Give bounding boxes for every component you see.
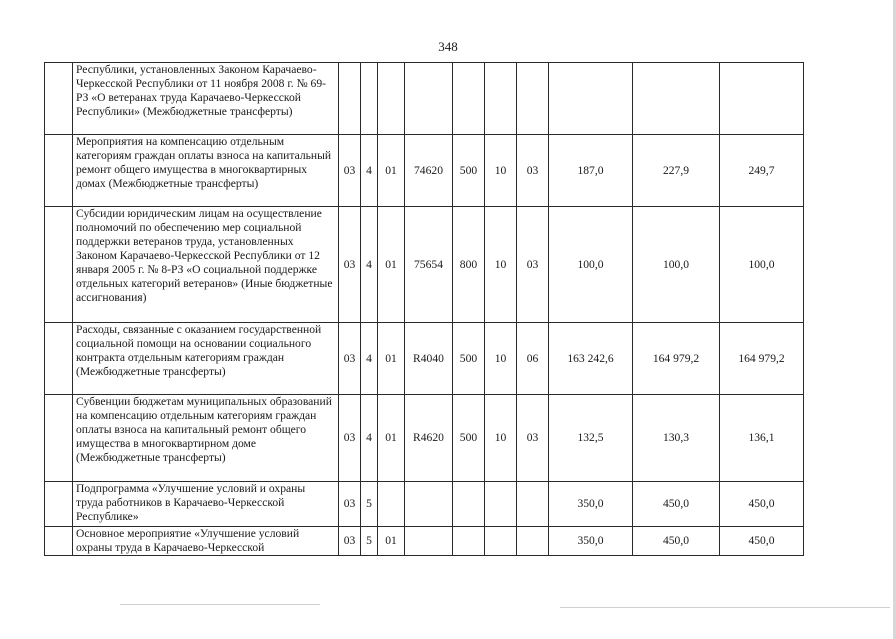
amount-cell: 450,0	[633, 482, 720, 527]
scan-artifact-line	[120, 604, 320, 605]
amount-cell: 350,0	[549, 482, 633, 527]
amount-cell: 100,0	[549, 207, 633, 323]
row-number-cell	[45, 323, 73, 395]
code-cell	[361, 63, 378, 135]
code-cell: 03	[517, 135, 549, 207]
row-number-cell	[45, 63, 73, 135]
code-cell	[485, 527, 517, 556]
code-cell: 10	[485, 323, 517, 395]
code-cell: 01	[378, 135, 405, 207]
table-row	[45, 482, 804, 527]
code-cell: 01	[378, 395, 405, 482]
table-row	[45, 135, 804, 207]
description-cell: Субсидии юридическим лицам на осуществление полномочий по обеспечению мер социальной поддержки ветеранов труда, установленных Законом Карачаево-Черкесской Республики от 12 января 2005 г. № 8-РЗ «О социальной поддержке отдельных категорий ветеранов» (Иные бюджетные ассигнования)	[73, 207, 339, 323]
table-row	[45, 395, 804, 482]
table-row	[45, 63, 804, 135]
code-cell: 10	[485, 207, 517, 323]
amount-cell	[633, 63, 720, 135]
code-cell	[339, 63, 361, 135]
code-cell: 800	[453, 207, 485, 323]
code-cell: 74620	[405, 135, 453, 207]
code-cell: 03	[339, 323, 361, 395]
code-cell	[405, 63, 453, 135]
code-cell	[517, 482, 549, 527]
code-cell	[405, 527, 453, 556]
code-cell: 03	[339, 207, 361, 323]
description-cell: Подпрограмма «Улучшение условий и охраны труда работников в Карачаево-Черкесской Республике»	[73, 482, 339, 527]
code-cell: 500	[453, 323, 485, 395]
amount-cell: 249,7	[720, 135, 804, 207]
code-cell: 4	[361, 135, 378, 207]
row-number-cell	[45, 527, 73, 556]
amount-cell: 164 979,2	[633, 323, 720, 395]
row-number-cell	[45, 482, 73, 527]
code-cell: 03	[517, 207, 549, 323]
description-cell: Субвенции бюджетам муниципальных образований на компенсацию отдельным категориям граждан оплаты взноса на капитальный ремонт общего имущества в многоквартирном доме (Межбюджетные трансферты)	[73, 395, 339, 482]
code-cell: 06	[517, 323, 549, 395]
row-number-cell	[45, 207, 73, 323]
code-cell	[453, 63, 485, 135]
amount-cell	[720, 63, 804, 135]
amount-cell: 136,1	[720, 395, 804, 482]
code-cell: 03	[339, 482, 361, 527]
amount-cell: 187,0	[549, 135, 633, 207]
description-cell: Мероприятия на компенсацию отдельным категориям граждан оплаты взноса на капитальный ремонт общего имущества в многоквартирных домах (Межбюджетные трансферты)	[73, 135, 339, 207]
amount-cell: 163 242,6	[549, 323, 633, 395]
row-number-cell	[45, 135, 73, 207]
code-cell: 03	[339, 527, 361, 556]
amount-cell: 130,3	[633, 395, 720, 482]
code-cell: 03	[339, 395, 361, 482]
code-cell	[405, 482, 453, 527]
code-cell	[378, 63, 405, 135]
amount-cell: 350,0	[549, 527, 633, 556]
code-cell: 03	[517, 395, 549, 482]
amount-cell: 132,5	[549, 395, 633, 482]
code-cell	[453, 527, 485, 556]
code-cell: 4	[361, 207, 378, 323]
code-cell: R4040	[405, 323, 453, 395]
code-cell	[517, 527, 549, 556]
description-cell: Основное мероприятие «Улучшение условий охраны труда в Карачаево-Черкесской	[73, 527, 339, 556]
amount-cell: 450,0	[720, 527, 804, 556]
code-cell: 4	[361, 395, 378, 482]
page-number: 348	[438, 39, 458, 54]
code-cell	[453, 482, 485, 527]
table-row	[45, 527, 804, 556]
description-cell: Расходы, связанные с оказанием государственной социальной помощи на основании социального контракта отдельным категориям граждан (Межбюджетные трансферты)	[73, 323, 339, 395]
code-cell: 500	[453, 135, 485, 207]
amount-cell: 450,0	[720, 482, 804, 527]
scan-artifact-line	[560, 607, 890, 608]
amount-cell: 164 979,2	[720, 323, 804, 395]
code-cell: 01	[378, 207, 405, 323]
table-row	[45, 207, 804, 323]
code-cell	[485, 482, 517, 527]
code-cell: R4620	[405, 395, 453, 482]
code-cell: 10	[485, 395, 517, 482]
code-cell: 500	[453, 395, 485, 482]
code-cell	[485, 63, 517, 135]
amount-cell: 450,0	[633, 527, 720, 556]
code-cell	[517, 63, 549, 135]
code-cell: 10	[485, 135, 517, 207]
code-cell: 5	[361, 482, 378, 527]
description-cell: Республики, установленных Законом Карачаево-Черкесской Республики от 11 ноября 2008 г. № 69-РЗ «О ветеранах труда Карачаево-Черкесской Республики» (Межбюджетные трансферты)	[73, 63, 339, 135]
amount-cell: 100,0	[720, 207, 804, 323]
row-number-cell	[45, 395, 73, 482]
code-cell: 5	[361, 527, 378, 556]
code-cell	[378, 482, 405, 527]
amount-cell	[549, 63, 633, 135]
code-cell: 4	[361, 323, 378, 395]
amount-cell: 100,0	[633, 207, 720, 323]
table-row	[45, 323, 804, 395]
code-cell: 01	[378, 323, 405, 395]
budget-table	[44, 62, 804, 556]
amount-cell: 227,9	[633, 135, 720, 207]
code-cell: 01	[378, 527, 405, 556]
code-cell: 75654	[405, 207, 453, 323]
code-cell: 03	[339, 135, 361, 207]
